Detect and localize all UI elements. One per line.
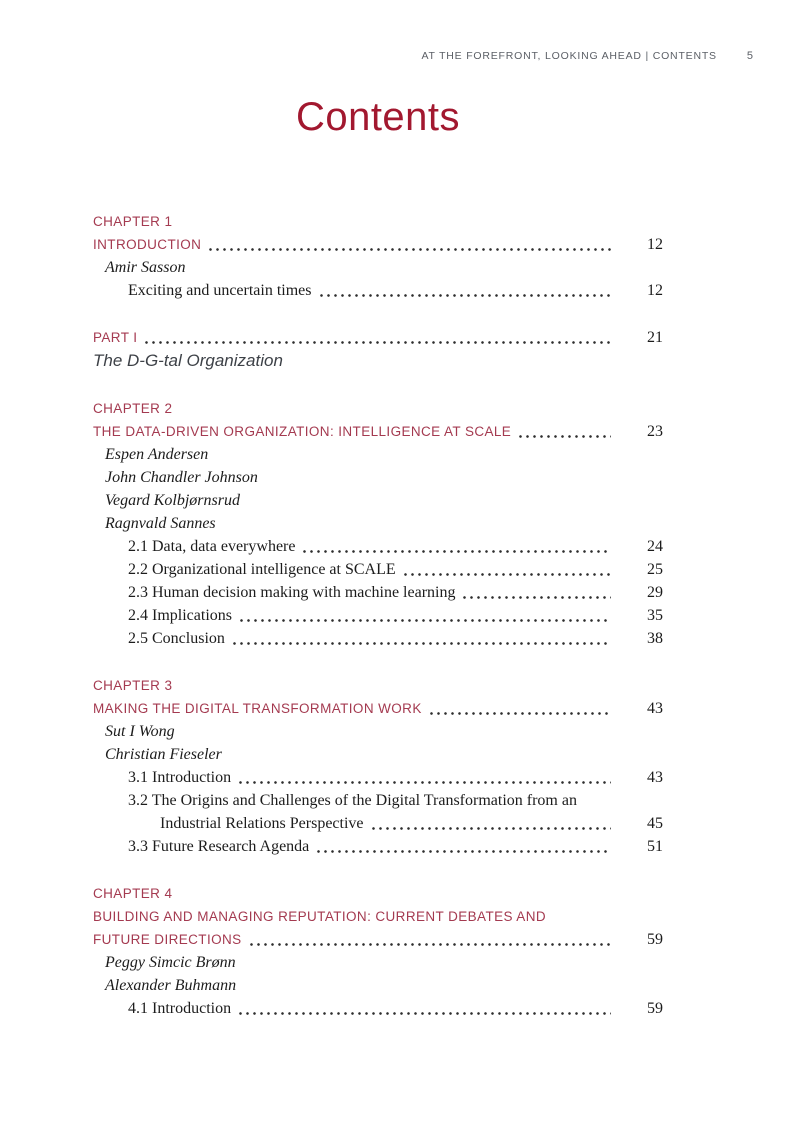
entry-text-continuation: Industrial Relations Perspective: [160, 815, 364, 832]
dotted-leader: [242, 928, 627, 951]
entry-text: 4.1 Introduction: [128, 1000, 232, 1017]
page-number: 24: [647, 538, 663, 555]
dotted-leader: [422, 697, 627, 720]
entry-text: 2.1 Data, data everywhere: [128, 538, 296, 555]
toc-entry: [93, 558, 663, 581]
chapter-label: CHAPTER 3: [93, 678, 173, 693]
page-number: 12: [647, 236, 663, 253]
entry-text: 3.3 Future Research Agenda: [128, 838, 310, 855]
chapter-title-row: [93, 928, 663, 951]
author-name: Sut I Wong: [105, 723, 175, 740]
author-name: Peggy Simcic Brønn: [105, 954, 236, 971]
author-name: John Chandler Johnson: [105, 469, 258, 486]
dotted-leader: [396, 558, 627, 581]
page-number: 43: [647, 769, 663, 786]
entry-text: Exciting and uncertain times: [128, 282, 312, 299]
page-number: 59: [647, 1000, 663, 1017]
dotted-leader: [137, 326, 627, 349]
page-number: 38: [647, 630, 663, 647]
part-subtitle: The D-G-tal Organization: [93, 351, 283, 370]
dotted-leader: [231, 766, 627, 789]
toc-entry: [93, 627, 663, 650]
chapter-title: INTRODUCTION: [93, 237, 202, 252]
page-number: 12: [647, 282, 663, 299]
page-number: 51: [647, 838, 663, 855]
author-name: Amir Sasson: [105, 259, 186, 276]
entry-text: 3.2 The Origins and Challenges of the Digital Transformation from an: [128, 792, 577, 809]
part-label: PART I: [93, 330, 138, 345]
dotted-leader: [295, 535, 627, 558]
chapter-title-line-1: BUILDING AND MANAGING REPUTATION: CURRENT DEBATES AND: [93, 909, 547, 924]
page-title: Contents: [295, 95, 461, 139]
dotted-leader: [364, 812, 627, 835]
dotted-leader: [309, 835, 627, 858]
page-number: 29: [647, 584, 663, 601]
chapter-title-line-2: FUTURE DIRECTIONS: [93, 932, 242, 947]
dotted-leader: [455, 581, 627, 604]
toc-entry: [93, 535, 663, 558]
running-header-text: AT THE FOREFRONT, LOOKING AHEAD | CONTENTS: [421, 50, 717, 62]
toc-entry-wrapped-line-2: [93, 812, 663, 835]
author-name: Christian Fieseler: [105, 746, 222, 763]
dotted-leader: [511, 420, 627, 443]
chapter-title-row: [93, 420, 663, 443]
entry-text: 2.5 Conclusion: [128, 630, 225, 647]
toc-entry: [93, 766, 663, 789]
dotted-leader: [225, 627, 627, 650]
toc-entry: [93, 835, 663, 858]
dotted-leader: [231, 997, 627, 1020]
dotted-leader: [232, 604, 627, 627]
entry-text: 2.4 Implications: [128, 607, 232, 624]
chapter-label: CHAPTER 1: [93, 214, 173, 229]
toc-block-chapter-2: [93, 397, 663, 650]
page-number: 45: [647, 815, 663, 832]
dotted-leader: [201, 233, 627, 256]
page-number: 59: [647, 931, 663, 948]
toc-entry: [93, 997, 663, 1020]
page-number: 21: [647, 329, 663, 346]
toc-entry: [93, 581, 663, 604]
header-page-number: 5: [746, 50, 753, 62]
part-title-row: [93, 326, 663, 349]
author-name: Vegard Kolbjørnsrud: [105, 492, 240, 509]
chapter-title-row: [93, 233, 663, 256]
toc-entry: [93, 279, 663, 302]
page-number: 43: [647, 700, 663, 717]
author-name: Alexander Buhmann: [105, 977, 237, 994]
chapter-title-row: [93, 697, 663, 720]
chapter-title: THE DATA-DRIVEN ORGANIZATION: INTELLIGENCE AT SCALE: [93, 424, 512, 439]
toc-entry: [93, 604, 663, 627]
dotted-leader: [312, 279, 628, 302]
page-number: 23: [647, 423, 663, 440]
toc-block-part-1: [93, 326, 663, 373]
toc-block-chapter-1: [93, 210, 663, 302]
author-name: Ragnvald Sannes: [105, 515, 216, 532]
table-of-contents: [93, 210, 663, 1020]
toc-entry-wrapped-line-1: [93, 789, 663, 812]
chapter-label: CHAPTER 4: [93, 886, 173, 901]
entry-text: 2.2 Organizational intelligence at SCALE: [128, 561, 396, 578]
page-number: 35: [647, 607, 663, 624]
entry-text: 2.3 Human decision making with machine learning: [128, 584, 456, 601]
entry-text: 3.1 Introduction: [128, 769, 232, 786]
toc-block-chapter-4: [93, 882, 663, 1020]
author-name: Espen Andersen: [105, 446, 209, 463]
running-header: [93, 50, 753, 62]
page-number: 25: [647, 561, 663, 578]
chapter-title: MAKING THE DIGITAL TRANSFORMATION WORK: [93, 701, 422, 716]
chapter-label: CHAPTER 2: [93, 401, 173, 416]
toc-block-chapter-3: [93, 674, 663, 858]
